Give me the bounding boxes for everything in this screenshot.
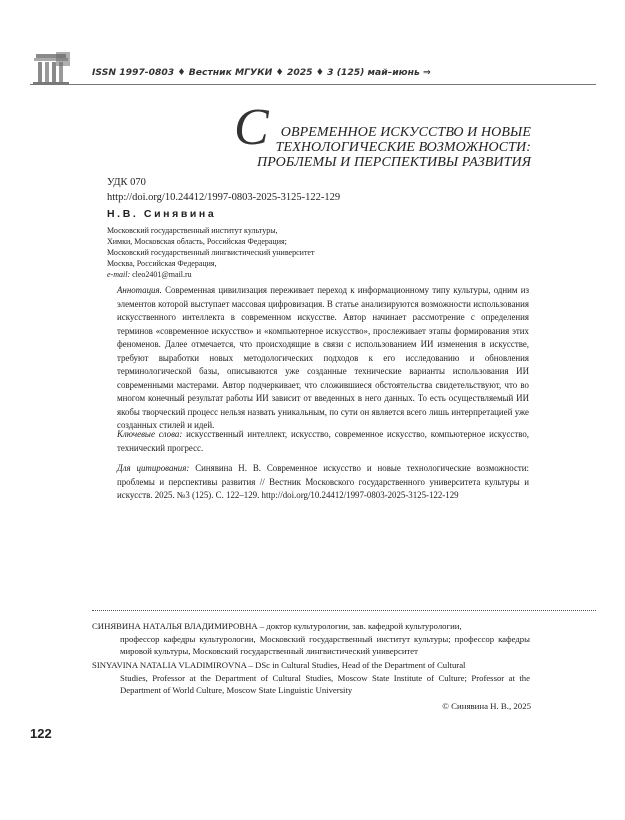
keywords-label: Ключевые слова: (117, 429, 183, 439)
email-label: e-mail: (107, 270, 131, 279)
header-divider (30, 84, 596, 85)
affiliation-line: Москва, Российская Федерация, (107, 259, 217, 268)
author-email (107, 269, 192, 280)
citation-label: Для цитирования: (117, 463, 190, 473)
title-line-1: ОВРЕМЕННОЕ ИСКУССТВО И НОВЫЕ (280, 125, 531, 140)
author-info-ru-rest: профессор кафедры культурологии, Московский государственный институт культуры; профессор кафедры мировой культуры, Московский государственный лингвистический университет (120, 633, 530, 657)
keywords (117, 428, 529, 455)
page-number: 122 (30, 726, 52, 741)
abstract (117, 284, 529, 433)
author-info-en (92, 659, 530, 697)
author-info-en-rest: Studies, Professor at the Department of Cultural Studies, Moscow State Institute of Culture; Professor at the Department of World Culture, Moscow State Linguistic University (120, 672, 530, 696)
abstract-label: Аннотация. (117, 285, 162, 295)
journal-logo (30, 50, 72, 88)
affiliation-line: Московский государственный институт культуры, (107, 226, 278, 235)
email-address[interactable]: cleo2401@mail.ru (132, 270, 192, 279)
copyright: © Синявина Н. В., 2025 (442, 701, 531, 711)
journal-header: ISSN 1997-0803 ♦ Вестник МГУКИ ♦ 2025 ♦ 3 (125) май–июнь ⇒ (92, 67, 431, 78)
footnote-divider (92, 610, 596, 611)
author-info-en-first: SINYAVINA NATALIA VLADIMIROVNA – DSc in Cultural Studies, Head of the Department of Cultural (92, 660, 466, 670)
keywords-text: искусственный интеллект, искусство, современное искусство, компьютерное искусство, технический прогресс. (117, 429, 530, 453)
author-name: Н.В. Синявина (107, 208, 217, 220)
citation (117, 462, 529, 503)
affiliation-line: Московский государственный лингвистический университет (107, 248, 315, 257)
udk-code: УДК 070 (107, 177, 146, 188)
abstract-text: Современная цивилизация переживает переход к информационному типу культуры, одним из элементов которой выступает массовая цифровизация. В статье анализируются возможности использования искусственного интеллекта в современном искусстве. Автор начинает рассмотрение с определения терминов «современное искусство» и «компьютерное искусство», прослеживает этапы формирования этих феноменов. Далее отмечается, что происходящие в связи с использованием ИИ изменения в искусстве, требуют выработки новых методологических подходов к его исследованию и обновления терминологической базы, описываются уже созданные технические варианты использования ИИ современными мастерами. Автор подчеркивает, что сложившиеся обстоятельства свидетельствуют, что во многом конечный результат работы ИИ зависит от введенных в него данных. То есть осуществляемый ИИ якобы творческий процесс нельзя назвать уникальным, по сути он является всего лишь интерпретацией уже созданных стилей и идей. (117, 285, 530, 431)
title-line-2: ТЕХНОЛОГИЧЕСКИЕ ВОЗМОЖНОСТИ: (275, 140, 531, 155)
title-drop-cap: С (234, 99, 269, 156)
citation-text: Синявина Н. В. Современное искусство и новые технологические возможности: проблемы и перспективы развития // Вестник Московского государственного университета культуры и искусств. 2025. №3 (125). С. 122–129. http://doi.org/10.24412/1997-0803-2025-3125-122-129 (117, 463, 530, 501)
doi-link[interactable]: http://doi.org/10.24412/1997-0803-2025-3125-122-129 (107, 192, 341, 203)
author-info-ru-first: СИНЯВИНА НАТАЛЬЯ ВЛАДИМИРОВНА – доктор культурологии, зав. кафедрой культурологии, (92, 621, 462, 631)
author-info-ru (92, 620, 530, 658)
title-line-3: ПРОБЛЕМЫ И ПЕРСПЕКТИВЫ РАЗВИТИЯ (256, 155, 531, 170)
affiliation-line: Химки, Московская область, Российская Федерация; (107, 237, 287, 246)
